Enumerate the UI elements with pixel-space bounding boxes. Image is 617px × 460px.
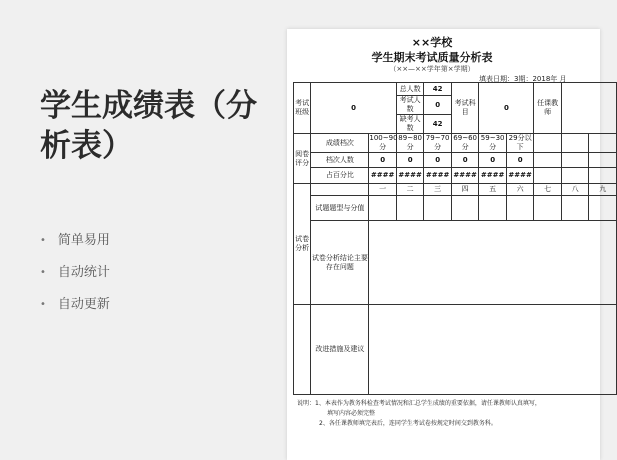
feature-label: 自动更新 (57, 297, 110, 312)
question-column: 七 (534, 184, 562, 196)
question-column: 九 (589, 184, 617, 196)
empty-cell (561, 196, 589, 221)
feature-label: 自动统计 (57, 265, 110, 280)
question-column: 三 (424, 184, 452, 196)
percent-cell: #### (451, 168, 479, 184)
bullet-icon: • (40, 235, 46, 246)
percent-cell: #### (369, 168, 397, 184)
count-cell: 0 (506, 153, 534, 168)
empty-cell (311, 184, 369, 196)
level-label: 成绩档次 (311, 134, 369, 153)
empty-cell (369, 196, 397, 221)
empty-cell (534, 153, 562, 168)
question-column: 六 (506, 184, 534, 196)
feature-item (40, 233, 110, 249)
analysis-label: 试卷分析 (294, 184, 311, 305)
date-value: 3期：2018年 月 (514, 75, 567, 83)
feature-item (40, 297, 110, 313)
level-cell: 89~80分 (398, 134, 422, 151)
teacher-label: 任课教师 (534, 83, 562, 134)
empty-cell (561, 168, 589, 184)
term-label: （××—××学年第×学期） (389, 65, 475, 73)
school-name: ××学校 (411, 36, 453, 49)
empty-cell (424, 196, 452, 221)
count-cell: 0 (424, 153, 452, 168)
total-label: 总人数 (396, 83, 424, 96)
exam-value: 0 (424, 96, 452, 115)
question-column: 八 (561, 184, 589, 196)
date-label: 填表日期： (479, 75, 514, 83)
level-cell: 69~60分 (453, 134, 477, 151)
subject-label: 考试科目 (451, 83, 479, 134)
count-cell: 0 (451, 153, 479, 168)
improve-label: 改进措施及建议 (311, 305, 369, 395)
left-panel (0, 0, 285, 460)
total-value: 42 (424, 83, 452, 96)
conclusion-area (369, 221, 617, 305)
grading-label: 阅卷评分 (294, 134, 311, 184)
percent-cell: #### (396, 168, 424, 184)
exam-label: 考试人数 (396, 96, 424, 115)
percent-label: 占百分比 (311, 168, 369, 184)
level-cell: 29分以下 (506, 134, 534, 153)
improve-area (369, 305, 617, 395)
class-label: 考试班级 (294, 83, 311, 134)
document-title: 学生期末考试质量分析表 (371, 51, 493, 64)
subject-value: 0 (479, 83, 534, 134)
feature-label: 简单易用 (57, 233, 110, 248)
feature-item (40, 265, 110, 281)
note-line: 2、各任课教师填完表后，连同学生考试卷按规定时间交到教务科。 (319, 420, 497, 427)
empty-cell (589, 134, 617, 153)
empty-cell (534, 134, 562, 153)
count-cell: 0 (479, 153, 507, 168)
page-title: 学生成绩表（分析表） (40, 88, 257, 164)
level-cell: 79~70分 (425, 134, 450, 151)
empty-cell (396, 196, 424, 221)
empty-cell (589, 196, 617, 221)
type-label: 试题题型与分值 (311, 196, 369, 221)
level-cell: 59~30分 (480, 134, 505, 151)
question-column: 二 (396, 184, 424, 196)
bullet-icon: • (40, 299, 46, 310)
empty-cell (294, 305, 311, 395)
teacher-value (561, 83, 616, 134)
empty-cell (561, 153, 589, 168)
empty-cell (534, 196, 562, 221)
empty-cell (451, 196, 479, 221)
empty-cell (534, 168, 562, 184)
question-column: 四 (451, 184, 479, 196)
absent-label: 缺考人数 (396, 115, 424, 134)
notes (297, 399, 597, 429)
count-label: 档次人数 (311, 153, 369, 168)
empty-cell (589, 168, 617, 184)
note-line (297, 399, 597, 409)
count-cell: 0 (396, 153, 424, 168)
document-preview (287, 29, 607, 460)
empty-cell (561, 134, 589, 153)
conclusion-label: 试卷分析结论主要存在问题 (311, 221, 369, 305)
empty-cell (506, 196, 534, 221)
class-value: 0 (311, 83, 397, 134)
percent-cell: #### (479, 168, 507, 184)
empty-cell (479, 196, 507, 221)
note-prefix: 说明： (297, 400, 316, 407)
percent-cell: #### (506, 168, 534, 184)
question-column: 五 (479, 184, 507, 196)
absent-value: 42 (424, 115, 452, 134)
bullet-icon: • (40, 267, 46, 278)
note-line: 填写内容必须完整 (327, 410, 376, 417)
percent-cell: #### (424, 168, 452, 184)
question-column: 一 (369, 184, 397, 196)
level-cell: 100~90分 (369, 134, 398, 151)
note-text: 1、本表作为教务科检查考试情况和汇总学生成绩的重要依据，请任课教师认真填写， (315, 400, 541, 407)
empty-cell (589, 153, 617, 168)
count-cell: 0 (369, 153, 397, 168)
analysis-table (293, 82, 617, 395)
feature-list (40, 233, 110, 329)
